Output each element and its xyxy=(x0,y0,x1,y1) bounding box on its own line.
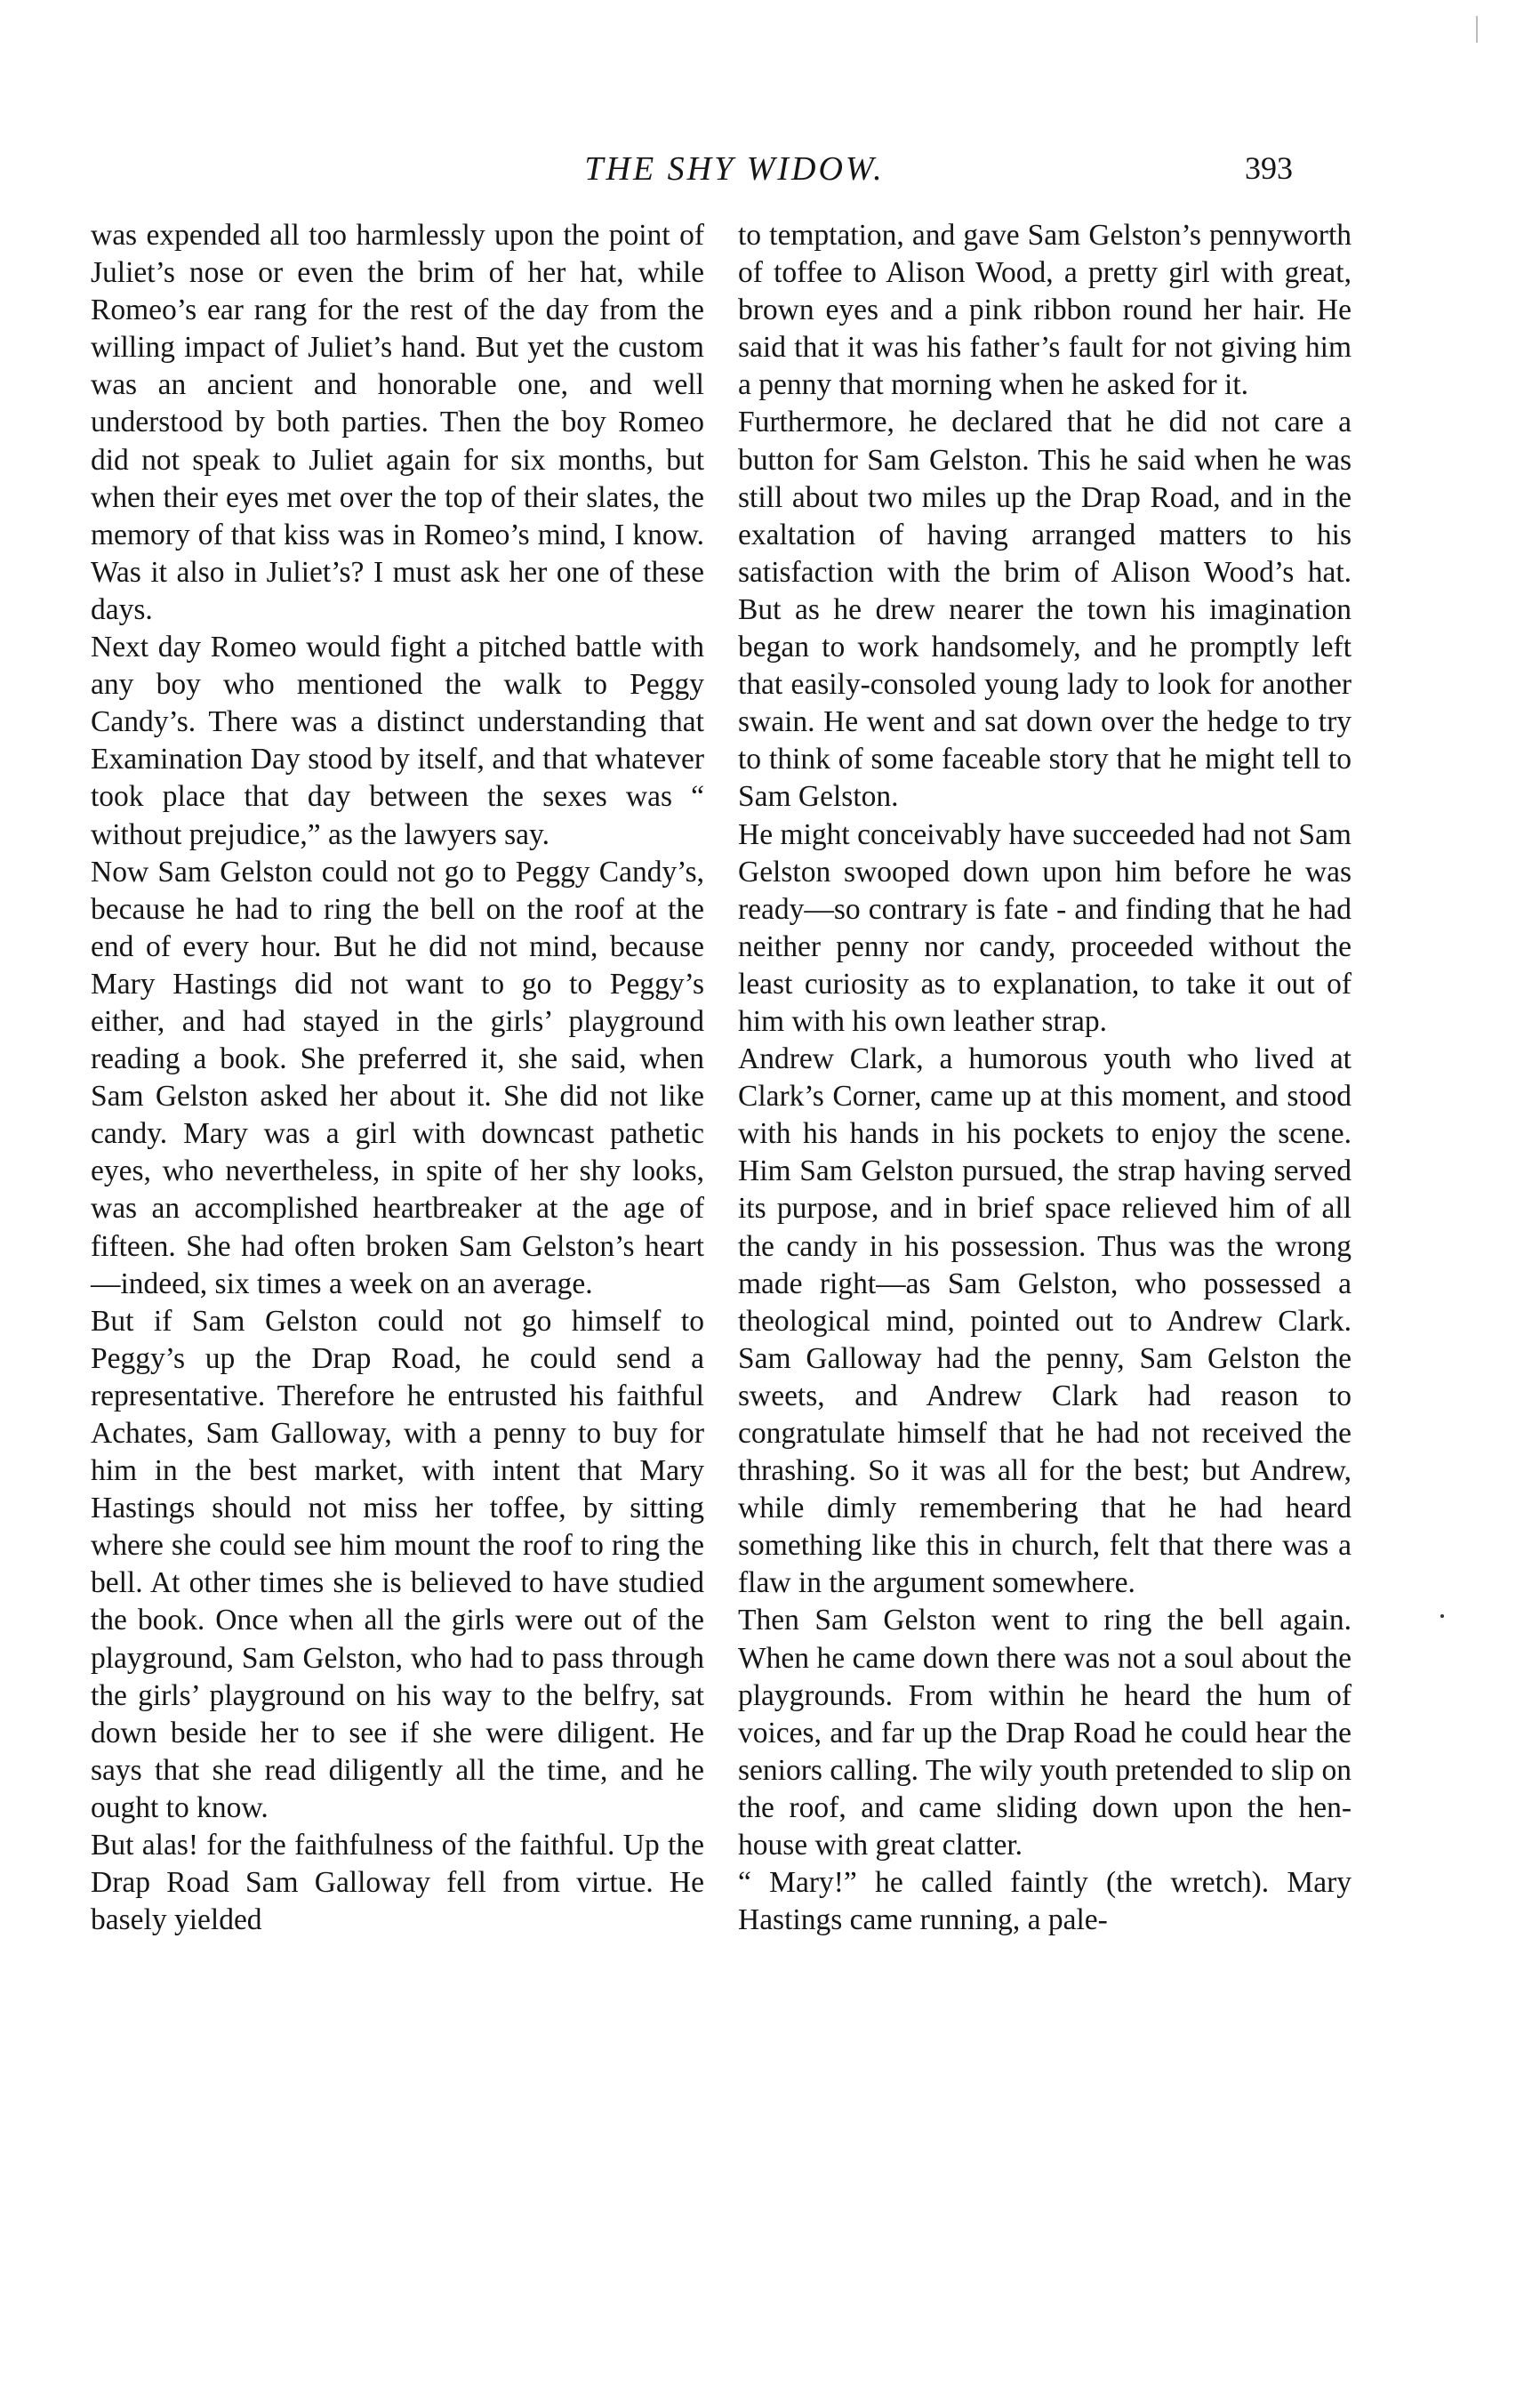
paragraph: was expended all too harmlessly upon the point of Juliet’s nose or even the brim of her hat, while Romeo’s ear rang for the rest of the day from the willing impact of Juliet’s hand. But yet the custom was an ancient and honorable one, and well understood by both parties. Then the boy Romeo did not speak to Juliet again for six months, but when their eyes met over the top of their slates, the memory of that kiss was in Romeo’s mind, I know. Was it also in Juliet’s? I must ask her one of these days. xyxy=(91,219,704,626)
paragraph: Next day Romeo would fight a pitched battle with any boy who mentioned the walk to Peggy Candy’s. There was a distinct understanding that Examination Day stood by itself, and that whatever took place that day between the sexes was “ without prejudice,” as the lawyers say. xyxy=(91,631,704,851)
paragraph: Furthermore, he declared that he did not care a button for Sam Gelston. This he said when he was still about two miles up the Drap Road, and in the exaltation of having arranged matters to his satisfaction with the brim of Alison Wood’s hat. But as he drew nearer the town his imagination began to work handsomely, and he promptly left that easily-consoled young lady to look for another swain. He went and sat down over the hedge to try to think of some faceable story that he might tell to Sam Gelston. xyxy=(738,406,1352,814)
paragraph: Now Sam Gelston could not go to Peggy Candy’s, because he had to ring the bell on the roof at the end of every hour. But he did not mind, because Mary Hastings did not want to go to Peggy’s either, and had stayed in the girls’ playground reading a book. She preferred it, she said, when Sam Gelston asked her about it. She did not like candy. Mary was a girl with downcast pathetic eyes, who nevertheless, in spite of her shy looks, was an accomplished heartbreaker at the age of fifteen. She had often broken Sam Gelston’s heart—indeed, six times a week on an average. xyxy=(91,855,704,1300)
paragraph: to temptation, and gave Sam Gelston’s pennyworth of toffee to Alison Wood, a pretty girl with great, brown eyes and a pink ribbon round her hair. He said that it was his father’s fault for not giving him a penny that morning when he asked for it. xyxy=(738,219,1352,402)
paragraph: But alas! for the faithfulness of the faithful. Up the Drap Road Sam Galloway fell from virtue. He basely yielded xyxy=(91,1829,704,1937)
paragraph: But if Sam Gelston could not go himself to Peggy’s up the Drap Road, he could send a representative. Therefore he entrusted his faithful Achates, Sam Galloway, with a penny to buy for him in the best market, with intent that Mary Hastings should not miss her toffee, by sitting where she could see him mount the roof to ring the bell. At other times she is believed to have studied the book. Once when all the girls were out of the playground, Sam Gelston, who had to pass through the girls’ playground on his way to the belfry, sat down beside her to see if she were diligent. He says that she read diligently all the time, and he ought to know. xyxy=(91,1304,704,1824)
paragraph: He might conceivably have succeeded had not Sam Gelston swooped down upon him before he was ready—so contrary is fate - and finding that he had neither penny nor candy, proceeded without the least curiosity as to explanation, to take it out of him with his own leather strap. xyxy=(738,817,1352,1038)
print-speck xyxy=(1440,1614,1444,1618)
right-column xyxy=(738,217,1352,1939)
scan-mark xyxy=(1476,16,1478,43)
paragraph: Andrew Clark, a humorous youth who lived at Clark’s Corner, came up at this moment, and stood with his hands in his pockets to enjoy the scene. Him Sam Gelston pursued, the strap having served its purpose, and in brief space relieved him of all the candy in his possession. Thus was the wrong made right—as Sam Gelston, who possessed a theological mind, pointed out to Andrew Clark. Sam Galloway had the penny, Sam Gelston the sweets, and Andrew Clark had reason to congratulate himself that he had not received the thrashing. So it was all for the best; but Andrew, while dimly remembering that he had heard something like this in church, felt that there was a flaw in the argument somewhere. xyxy=(738,1042,1352,1600)
paragraph: Then Sam Gelston went to ring the bell again. When he came down there was not a soul about the playgrounds. From within he heard the hum of voices, and far up the Drap Road he could hear the seniors calling. The wily youth pretended to slip on the roof, and came sliding down upon the hen-house with great clatter. xyxy=(738,1604,1352,1862)
left-column xyxy=(91,217,704,1939)
running-title: THE SHY WIDOW. xyxy=(584,150,885,188)
page-number: 393 xyxy=(1245,150,1293,186)
paragraph: “ Mary!” he called faintly (the wretch). Mary Hastings came running, a pale- xyxy=(738,1866,1352,1937)
